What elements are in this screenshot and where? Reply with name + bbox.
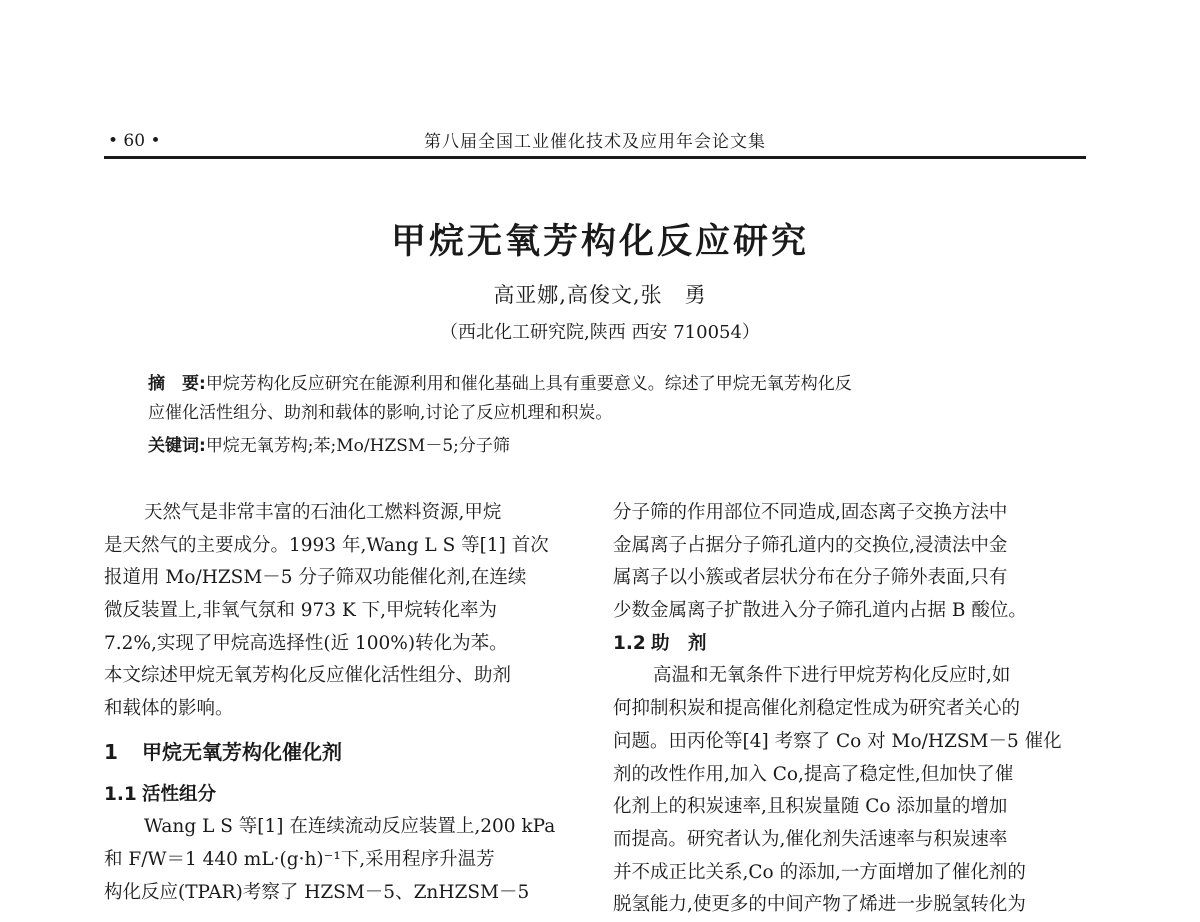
affiliation: （西北化工研究院,陕西 西安 710054） (440, 322, 760, 343)
left-para1-line: 微反装置上,非氧气氛和 973 K 下,甲烷转化率为 (104, 600, 498, 622)
right-para1-line: 分子筛的作用部位不同造成,固态离子交换方法中 (613, 502, 1008, 523)
running-header (104, 118, 1086, 159)
section-title: 甲烷无氧芳构化催化剂 (142, 739, 342, 764)
abstract-label: 摘 要: (148, 374, 206, 394)
right-para2-line: 何抑制积炭和提高催化剂稳定性成为研究者关心的 (613, 698, 1021, 720)
right-column (613, 497, 1085, 922)
right-para1-line: 金属离子占据分子筛孔道内的交换位,浸渍法中金 (613, 534, 1008, 556)
section-number: 1.1 (104, 783, 137, 805)
section-title: 活性组分 (142, 783, 217, 805)
left-para2-line: 和 F/W＝1 440 mL·(g·h)⁻¹下,采用程序升温芳 (104, 848, 495, 870)
right-para1-line: 少数金属离子扩散进入分子筛孔道内占据 B 酸位。 (613, 600, 1027, 622)
abstract-text-2: 应催化活性组分、助剂和载体的影响,讨论了反应机理和积炭。 (148, 403, 613, 423)
right-para2-line: 问题。田丙伦等[4] 考察了 Co 对 Mo/HZSM－5 催化 (613, 730, 1062, 752)
keywords (148, 432, 1068, 461)
section-heading-1-2 (613, 628, 1085, 661)
abstract-text-1: 甲烷芳构化反应研究在能源利用和催化基础上具有重要意义。综述了甲烷无氧芳构化反 (205, 374, 852, 394)
page-number: • 60 • (108, 131, 161, 151)
right-para2-line: 高温和无氧条件下进行甲烷芳构化反应时,如 (653, 665, 1011, 687)
left-para2-line: Wang L S 等[1] 在连续流动反应装置上,200 kPa (144, 816, 556, 838)
section-title: 助 剂 (651, 632, 707, 654)
right-para2-line: 而提高。研究者认为,催化剂失活速率与积炭速率 (613, 828, 1008, 850)
right-para2-line: 化剂上的积炭速率,且积炭量随 Co 添加量的增加 (613, 796, 1008, 818)
section-heading-1 (104, 736, 576, 769)
keywords-text: 甲烷无氧芳构;苯;Mo/HZSM－5;分子筛 (205, 436, 510, 456)
authors: 高亚娜,高俊文,张 勇 (493, 283, 707, 307)
abstract-line-1 (148, 370, 1068, 399)
left-para1-line: 报道用 Mo/HZSM－5 分子筛双功能催化剂,在连续 (104, 567, 527, 589)
right-para2-line: 剂的改性作用,加入 Co,提高了稳定性,但加快了催 (613, 763, 1014, 785)
running-title: 第八届全国工业催化技术及应用年会论文集 (424, 132, 766, 152)
section-number: 1 (104, 739, 118, 764)
right-para2-line: 并不成正比关系,Co 的添加,一方面增加了催化剂的 (613, 861, 1026, 883)
right-para1-line: 属离子以小簇或者层状分布在分子筛外表面,只有 (613, 567, 1008, 589)
keywords-label: 关键词: (148, 436, 206, 456)
left-para1-line: 本文综述甲烷无氧芳构化反应催化活性组分、助剂 (104, 665, 512, 687)
section-heading-1-1 (104, 779, 576, 812)
left-para1-line: 和载体的影响。 (104, 698, 234, 720)
left-column (104, 497, 576, 909)
right-para2-line: 脱氢能力,使更多的中间产物了烯进一步脱氢转化为 (613, 894, 1026, 916)
section-number: 1.2 (613, 632, 646, 654)
left-para1-line: 7.2%,实现了甲烷高选择性(近 100%)转化为苯。 (104, 632, 508, 654)
left-para1-line: 天然气是非常丰富的石油化工燃料资源,甲烷 (144, 502, 502, 523)
left-para1-line: 是天然气的主要成分。1993 年,Wang L S 等[1] 首次 (104, 534, 549, 556)
paper-title: 甲烷无氧芳构化反应研究 (390, 222, 809, 262)
abstract (148, 370, 1068, 428)
left-para2-line: 构化反应(TPAR)考察了 HZSM－5、ZnHZSM－5 (104, 881, 530, 903)
